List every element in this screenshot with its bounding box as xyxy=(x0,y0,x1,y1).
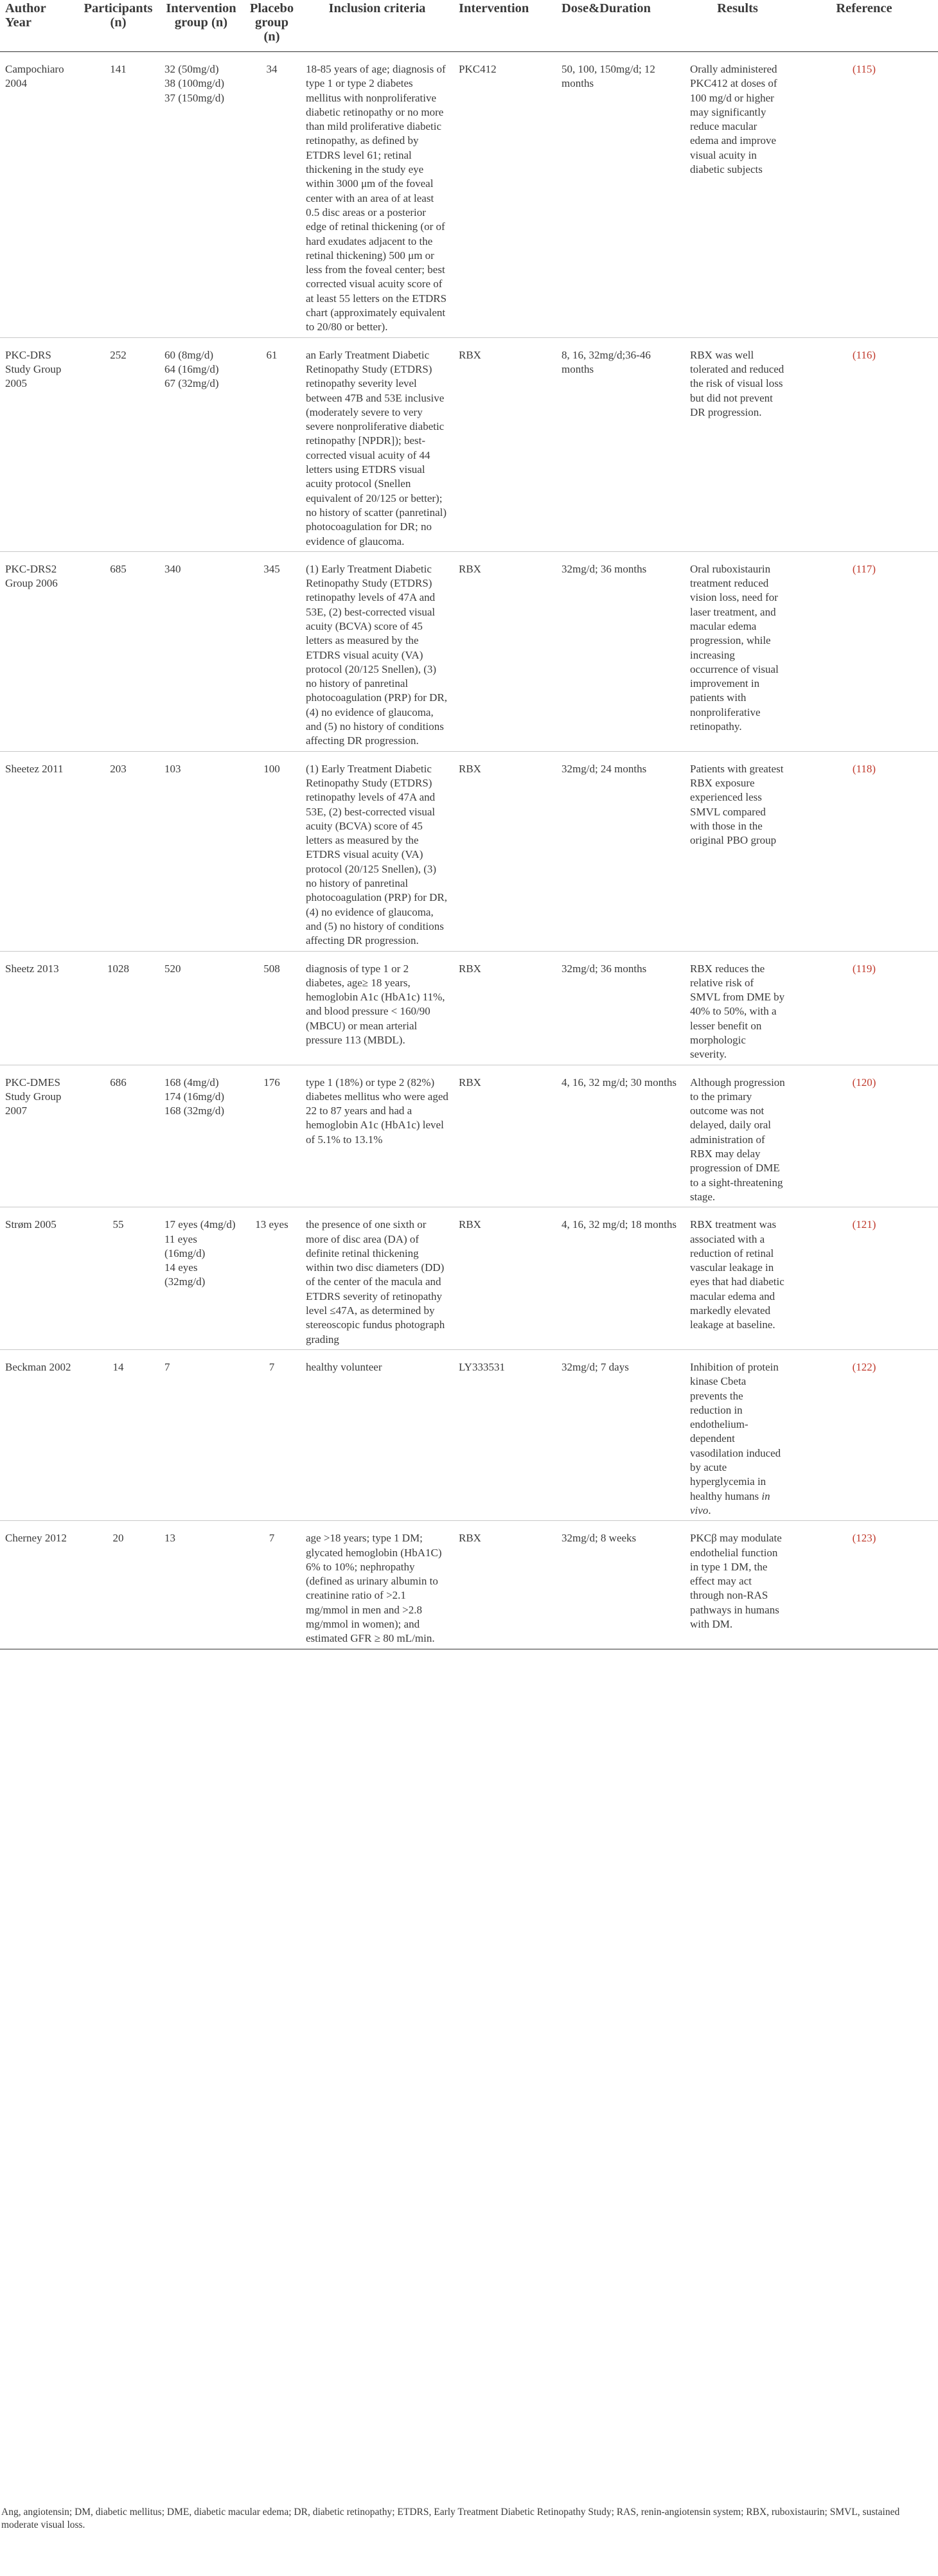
cell-results: RBX reduces the relative risk of SMVL from DME by 40% to 50%, with a lesser benefit on morphologic severity. xyxy=(685,951,790,1065)
cell-dose-duration: 32mg/d; 8 weeks xyxy=(556,1521,685,1649)
cell-results: RBX was well tolerated and reduced the risk of visual loss but did not prevent DR progression. xyxy=(685,337,790,551)
cell-author-year: Cherney 2012 xyxy=(0,1521,77,1649)
cell-author-year: Sheetez 2011 xyxy=(0,751,77,951)
cell-dose-duration: 50, 100, 150mg/d; 12 months xyxy=(556,52,685,338)
cell-intervention-group xyxy=(159,751,243,951)
table-row xyxy=(0,337,938,551)
cell-intervention: RBX xyxy=(454,1207,556,1350)
intervention-group-line: 168 (4mg/d) xyxy=(164,1076,219,1088)
cell-intervention: RBX xyxy=(454,337,556,551)
cell-inclusion-criteria: type 1 (18%) or type 2 (82%) diabetes mellitus who were aged 22 to 87 years and had a hemoglobin A1c (HbA1c) level of 5.1% to 13.1% xyxy=(301,1065,454,1207)
intervention-group-line: 37 (150mg/d) xyxy=(164,91,225,104)
cell-author-year: PKC-DRS2 Group 2006 xyxy=(0,551,77,751)
intervention-group-line: 520 xyxy=(164,962,181,975)
cell-intervention: LY333531 xyxy=(454,1349,556,1520)
cell-placebo-group: 61 xyxy=(243,337,301,551)
header-dose-duration: Dose&Duration xyxy=(556,0,685,52)
cell-results: Patients with greatest RBX exposure experienced less SMVL compared with those in the original PBO group xyxy=(685,751,790,951)
cell-participants: 55 xyxy=(77,1207,159,1350)
cell-inclusion-criteria: the presence of one sixth or more of disc area (DA) of definite retinal thickening within two disc diameters (DD) of the center of the macula and ETDRS severity of retinopathy level ≤47A, as determined by stereoscopic fundus photograph grading xyxy=(301,1207,454,1350)
intervention-group-line: 340 xyxy=(164,562,181,575)
cell-intervention-group xyxy=(159,1065,243,1207)
cell-dose-duration: 32mg/d; 24 months xyxy=(556,751,685,951)
cell-inclusion-criteria: diagnosis of type 1 or 2 diabetes, age≥ 18 years, hemoglobin A1c (HbA1c) 11%, and blood pressure < 160/90 (MBCU) or mean arterial pressure 113 (MBDL). xyxy=(301,951,454,1065)
cell-inclusion-criteria: an Early Treatment Diabetic Retinopathy Study (ETDRS) retinopathy severity level between 47B and 53E inclusive (moderately severe to very severe nonproliferative diabetic retinopathy [NPDR]); best-corrected visual acuity of 44 letters using ETDRS visual acuity protocol (Snellen equivalent of 20/125 or better); no history of scatter (panretinal) photocoagulation for DR; no evidence of glaucoma. xyxy=(301,337,454,551)
cell-intervention: RBX xyxy=(454,751,556,951)
cell-inclusion-criteria: (1) Early Treatment Diabetic Retinopathy Study (ETDRS) retinopathy levels of 47A and 53E, (2) best-corrected visual acuity (BCVA) score of 45 letters as measured by the ETDRS visual acuity (VA) protocol (20/125 Snellen), (3) no history of panretinal photocoagulation (PRP) for DR, (4) no evidence of glaucoma, and (5) no history of conditions affecting DR progression. xyxy=(301,751,454,951)
cell-author-year: Strøm 2005 xyxy=(0,1207,77,1350)
cell-placebo-group: 508 xyxy=(243,951,301,1065)
table-row xyxy=(0,551,938,751)
cell-intervention: RBX xyxy=(454,551,556,751)
header-reference: Reference xyxy=(790,0,938,52)
cell-results: PKCβ may modulate endothelial function in type 1 DM, the effect may act through non-RAS pathways in humans with DM. xyxy=(685,1521,790,1649)
cell-author-year: Campochiaro 2004 xyxy=(0,52,77,338)
header-inclusion-criteria: Inclusion criteria xyxy=(301,0,454,52)
table-row xyxy=(0,52,938,338)
cell-placebo-group: 176 xyxy=(243,1065,301,1207)
header-placebo-group: Placebo group (n) xyxy=(243,0,301,52)
cell-intervention-group xyxy=(159,1349,243,1520)
table-row xyxy=(0,1207,938,1350)
cell-author-year: PKC-DMES Study Group 2007 xyxy=(0,1065,77,1207)
cell-dose-duration: 32mg/d; 7 days xyxy=(556,1349,685,1520)
header-intervention-group: Intervention group (n) xyxy=(159,0,243,52)
cell-placebo-group: 34 xyxy=(243,52,301,338)
intervention-group-line: 174 (16mg/d) xyxy=(164,1090,225,1103)
table-footnote: Ang, angiotensin; DM, diabetic mellitus; DME, diabetic macular edema; DR, diabetic retinopathy; ETDRS, Early Treatment Diabetic Retinopathy Study; RAS, renin-angiotensin system; RBX, ruboxistaurin; SMVL, sustained moderate visual loss. xyxy=(1,2507,900,2530)
header-intervention: Intervention xyxy=(454,0,556,52)
intervention-group-line: 67 (32mg/d) xyxy=(164,377,219,390)
cell-dose-duration: 4, 16, 32 mg/d; 30 months xyxy=(556,1065,685,1207)
cell-reference[interactable]: (116) xyxy=(790,337,938,551)
cell-author-year: Sheetz 2013 xyxy=(0,951,77,1065)
cell-intervention: RBX xyxy=(454,951,556,1065)
cell-participants: 20 xyxy=(77,1521,159,1649)
cell-intervention-group xyxy=(159,337,243,551)
cell-participants: 686 xyxy=(77,1065,159,1207)
intervention-group-line: 14 eyes (32mg/d) xyxy=(164,1261,206,1288)
table-body xyxy=(0,52,938,1649)
cell-placebo-group: 100 xyxy=(243,751,301,951)
cell-reference[interactable]: (121) xyxy=(790,1207,938,1350)
cell-participants: 685 xyxy=(77,551,159,751)
header-participants: Participants (n) xyxy=(77,0,159,52)
cell-placebo-group: 13 eyes xyxy=(243,1207,301,1350)
intervention-group-line: 11 eyes (16mg/d) xyxy=(164,1232,206,1259)
cell-inclusion-criteria: 18-85 years of age; diagnosis of type 1 or type 2 diabetes mellitus with nonproliferative diabetic retinopathy or no more than mild proliferative diabetic retinopathy, as defined by ETDRS level 61; retinal thickening in the study eye within 3000 μm of the foveal center with an area of at least 0.5 disc areas or a posterior edge of retinal thickening (or of hard exudates adjacent to the retinal thickening) 500 μm or less from the foveal center; best corrected visual acuity score of at least 55 letters on the ETDRS chart (approximately equivalent to 20/80 or better). xyxy=(301,52,454,338)
cell-inclusion-criteria: healthy volunteer xyxy=(301,1349,454,1520)
cell-inclusion-criteria: age >18 years; type 1 DM; glycated hemoglobin (HbA1C) 6% to 10%; nephropathy (defined as urinary albumin to creatinine ratio of >2.1 mg/mmol in men and >2.8 mg/mmol in women); and estimated GFR ≥ 80 mL/min. xyxy=(301,1521,454,1649)
cell-intervention-group xyxy=(159,52,243,338)
cell-intervention-group xyxy=(159,1521,243,1649)
cell-participants: 203 xyxy=(77,751,159,951)
header-results: Results xyxy=(685,0,790,52)
cell-results: Although progression to the primary outcome was not delayed, daily oral administration of RBX may delay progression of DME to a sight-threatening stage. xyxy=(685,1065,790,1207)
intervention-group-line: 168 (32mg/d) xyxy=(164,1105,225,1117)
cell-results: Inhibition of protein kinase Cbeta prevents the reduction in endothelium-dependent vasodilation induced by acute hyperglycemia in healthy humans in vivo. xyxy=(685,1349,790,1520)
cell-intervention-group xyxy=(159,951,243,1065)
cell-inclusion-criteria: (1) Early Treatment Diabetic Retinopathy Study (ETDRS) retinopathy levels of 47A and 53E, (2) best-corrected visual acuity (BCVA) score of 45 letters as measured by the ETDRS visual acuity (VA) protocol (20/125 Snellen), (3) no history of panretinal photocoagulation (PRP) for DR, (4) no evidence of glaucoma, and (5) no history of conditions affecting DR progression. xyxy=(301,551,454,751)
cell-intervention: PKC412 xyxy=(454,52,556,338)
cell-intervention-group xyxy=(159,1207,243,1350)
cell-dose-duration: 32mg/d; 36 months xyxy=(556,951,685,1065)
intervention-group-line: 17 eyes (4mg/d) xyxy=(164,1218,236,1231)
intervention-group-line: 13 xyxy=(164,1532,175,1545)
cell-placebo-group: 7 xyxy=(243,1349,301,1520)
cell-intervention-group xyxy=(159,551,243,751)
cell-participants: 14 xyxy=(77,1349,159,1520)
cell-reference[interactable]: (117) xyxy=(790,551,938,751)
cell-dose-duration: 8, 16, 32mg/d;36-46 months xyxy=(556,337,685,551)
cell-dose-duration: 32mg/d; 36 months xyxy=(556,551,685,751)
cell-intervention: RBX xyxy=(454,1521,556,1649)
cell-results: RBX treatment was associated with a reduction of retinal vascular leakage in eyes that had diabetic macular edema and markedly elevated leakage at baseline. xyxy=(685,1207,790,1350)
header-row xyxy=(0,0,938,52)
intervention-group-line: 38 (100mg/d) xyxy=(164,77,225,90)
cell-author-year: Beckman 2002 xyxy=(0,1349,77,1520)
table-row xyxy=(0,1065,938,1207)
cell-author-year: PKC-DRS Study Group 2005 xyxy=(0,337,77,551)
cell-reference[interactable]: (118) xyxy=(790,751,938,951)
intervention-group-line: 32 (50mg/d) xyxy=(164,63,219,75)
cell-reference[interactable]: (115) xyxy=(790,52,938,338)
cell-reference[interactable]: (122) xyxy=(790,1349,938,1520)
intervention-group-line: 60 (8mg/d) xyxy=(164,348,214,361)
cell-participants: 1028 xyxy=(77,951,159,1065)
cell-participants: 252 xyxy=(77,337,159,551)
table-row xyxy=(0,751,938,951)
cell-results: Orally administered PKC412 at doses of 100 mg/d or higher may significantly reduce macular edema and improve visual acuity in diabetic subjects xyxy=(685,52,790,338)
intervention-group-line: 103 xyxy=(164,762,181,775)
table-row xyxy=(0,951,938,1065)
cell-results: Oral ruboxistaurin treatment reduced vision loss, need for laser treatment, and macular edema progression, while increasing occurrence of visual improvement in patients with nonproliferative retinopathy. xyxy=(685,551,790,751)
table-row xyxy=(0,1349,938,1520)
cell-reference[interactable]: (120) xyxy=(790,1065,938,1207)
intervention-group-line: 64 (16mg/d) xyxy=(164,362,219,375)
cell-placebo-group: 345 xyxy=(243,551,301,751)
cell-placebo-group: 7 xyxy=(243,1521,301,1649)
intervention-group-line: 7 xyxy=(164,1360,170,1373)
cell-reference[interactable]: (123) xyxy=(790,1521,938,1649)
cell-reference[interactable]: (119) xyxy=(790,951,938,1065)
cell-dose-duration: 4, 16, 32 mg/d; 18 months xyxy=(556,1207,685,1350)
cell-participants: 141 xyxy=(77,52,159,338)
header-author-year: Author Year xyxy=(0,0,77,52)
cell-intervention: RBX xyxy=(454,1065,556,1207)
table-row xyxy=(0,1521,938,1649)
